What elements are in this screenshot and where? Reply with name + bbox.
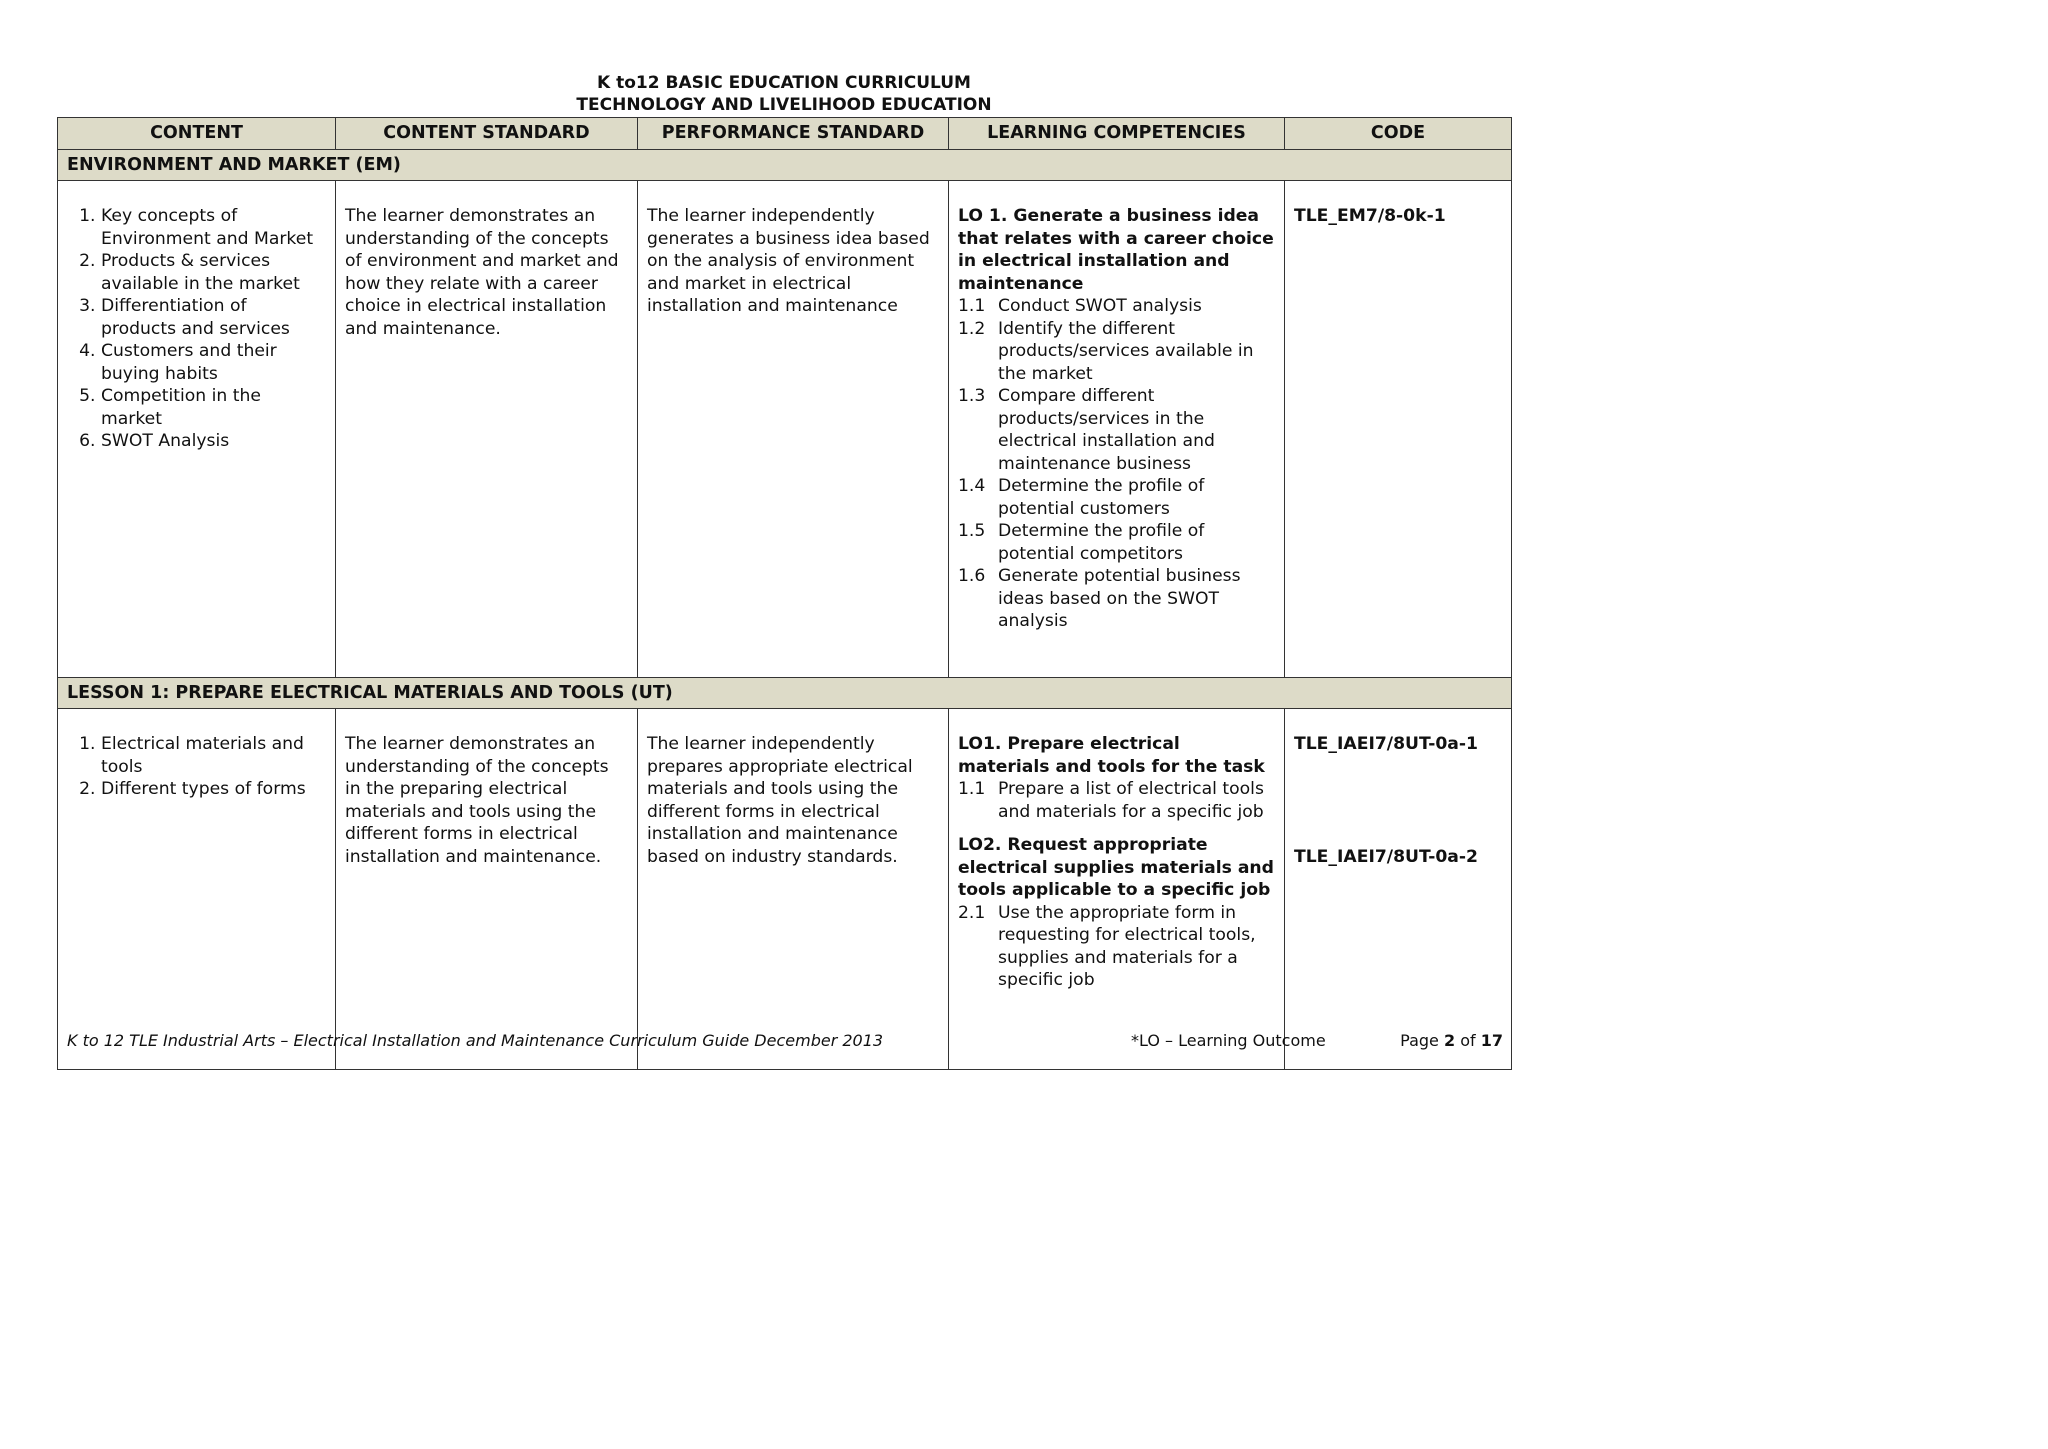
section-row	[58, 678, 1512, 709]
competency-text: Generate potential business ideas based on the SWOT analysis	[998, 566, 1241, 631]
section-title: LESSON 1: PREPARE ELECTRICAL MATERIALS AND TOOLS (UT)	[58, 678, 1512, 709]
competency-number: 2.1	[958, 902, 986, 923]
content-standard-cell: The learner demonstrates an understanding of the concepts of environment and market and how they relate with a career choice in electrical installation and maintenance.	[336, 181, 638, 678]
performance-standard-cell: The learner independently generates a business idea based on the analysis of environment and market in electrical installation and maintenance	[638, 181, 949, 678]
competency-item	[958, 318, 1275, 386]
page-of: of	[1460, 1031, 1476, 1050]
learning-competencies-cell	[949, 181, 1285, 678]
competency-text: Identify the different products/services available in the market	[998, 318, 1254, 384]
content-list	[67, 733, 326, 801]
competency-number: 1.4	[958, 476, 986, 496]
competency-item	[958, 295, 1275, 318]
code-cell	[1285, 181, 1512, 678]
competency-item	[958, 565, 1275, 633]
page-prefix: Page	[1400, 1031, 1439, 1050]
list-item: 6. SWOT Analysis	[101, 430, 326, 453]
curriculum-table	[57, 117, 1512, 1070]
page-current: 2	[1443, 1031, 1456, 1050]
table-row	[58, 709, 1512, 1070]
competency-item	[958, 475, 1275, 520]
list-item: 1. Key concepts of Environment and Market	[101, 205, 326, 250]
competency-number: 1.1	[958, 296, 986, 316]
content-list	[67, 205, 326, 453]
competency-number: 1.6	[958, 566, 986, 586]
content-standard-cell: The learner demonstrates an understanding of the concepts in the preparing electrical materials and tools using the different forms in electrical installation and maintenance.	[336, 709, 638, 1070]
list-item: 1. Electrical materials and tools	[101, 733, 326, 778]
learning-outcome-title: LO2. Request appropriate electrical supplies materials and tools applicable to a specific job	[958, 835, 1274, 900]
content-cell	[58, 181, 336, 678]
competency-code: TLE_IAEI7/8UT-0a-2	[1294, 846, 1478, 867]
competency-text: Compare different products/services in the electrical installation and maintenance business	[998, 386, 1215, 474]
page-total: 17	[1480, 1031, 1503, 1050]
footer-guide-title: K to 12 TLE Industrial Arts – Electrical Installation and Maintenance Curriculum Guide December 2013	[67, 1031, 884, 1050]
competency-text: Determine the profile of potential customers	[998, 476, 1205, 519]
header-performance-standard: PERFORMANCE STANDARD	[638, 118, 949, 150]
title-line-1: K to12 BASIC EDUCATION CURRICULUM	[597, 73, 971, 93]
list-item: 3. Differentiation of products and services	[101, 295, 326, 340]
competency-text: Prepare a list of electrical tools and materials for a specific job	[998, 779, 1264, 822]
competency-item	[958, 778, 1275, 823]
section-title: ENVIRONMENT AND MARKET (EM)	[58, 150, 1512, 181]
competency-number: 1.5	[958, 521, 986, 541]
competency-text: Conduct SWOT analysis	[998, 296, 1202, 316]
competency-number: 1.2	[958, 318, 986, 339]
competency-code: TLE_EM7/8-0k-1	[1294, 206, 1446, 226]
list-item: 5. Competition in the market	[101, 385, 326, 430]
list-item: 2. Different types of forms	[101, 778, 326, 801]
competency-item	[958, 520, 1275, 565]
list-item: 2. Products & services available in the market	[101, 250, 326, 295]
competency-item	[958, 385, 1275, 475]
header-code: CODE	[1285, 118, 1512, 150]
learning-outcome-title: LO1. Prepare electrical materials and tools for the task	[958, 734, 1265, 777]
code-cell	[1285, 709, 1512, 1070]
content-cell	[58, 709, 336, 1070]
title-line-2: TECHNOLOGY AND LIVELIHOOD EDUCATION	[576, 95, 992, 115]
learning-outcome-title: LO 1. Generate a business idea that relates with a career choice in electrical installation and maintenance	[958, 206, 1274, 294]
table-row	[58, 181, 1512, 678]
footer-lo-note: *LO – Learning Outcome	[1131, 1031, 1326, 1050]
page-number	[1400, 1031, 1503, 1051]
section-row	[58, 150, 1512, 181]
competency-code: TLE_IAEI7/8UT-0a-1	[1294, 734, 1478, 754]
competency-number: 1.1	[958, 779, 986, 799]
document-title	[0, 72, 1568, 116]
competency-number: 1.3	[958, 386, 986, 406]
learning-competencies-cell	[949, 709, 1285, 1070]
header-content: CONTENT	[58, 118, 336, 150]
competency-text: Determine the profile of potential competitors	[998, 521, 1205, 564]
header-learning-competencies: LEARNING COMPETENCIES	[949, 118, 1285, 150]
header-content-standard: CONTENT STANDARD	[336, 118, 638, 150]
header-row	[58, 118, 1512, 150]
competency-text: Use the appropriate form in requesting for electrical tools, supplies and materials for a specific job	[998, 902, 1256, 990]
competency-item	[958, 902, 1275, 992]
performance-standard-cell: The learner independently prepares appropriate electrical materials and tools using the different forms in electrical installation and maintenance based on industry standards.	[638, 709, 949, 1070]
list-item: 4. Customers and their buying habits	[101, 340, 326, 385]
